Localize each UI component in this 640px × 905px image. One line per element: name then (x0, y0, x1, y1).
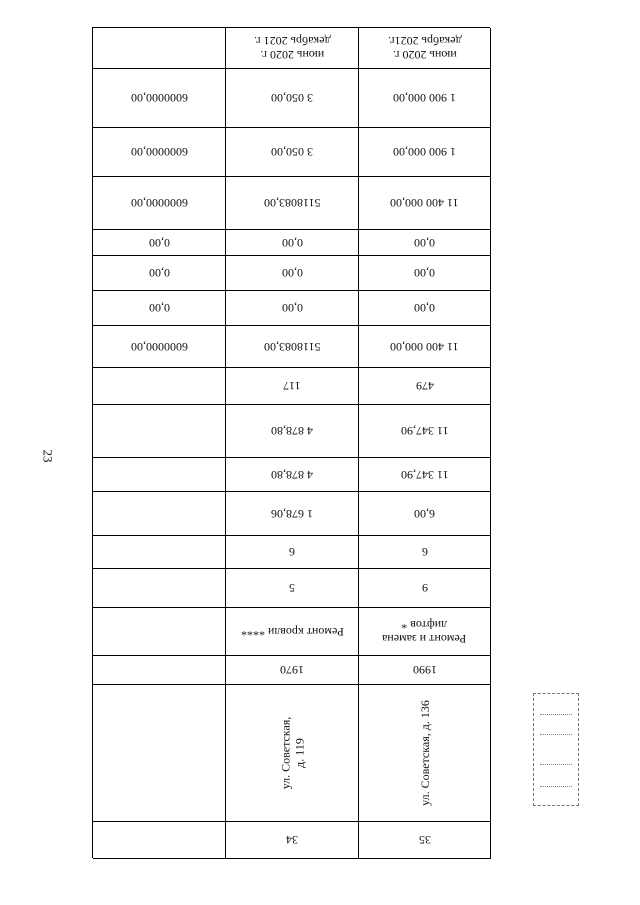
area-row-3-cell-3 (359, 492, 491, 536)
cost-row-2-cell-1 (93, 128, 226, 177)
header-row-text-3: июнь 2020 г. декабрь 2021г. (387, 34, 462, 62)
area-row-3-text-3: 6,00 (414, 506, 435, 521)
zero-row-1-text-2: 0,00 (281, 235, 303, 250)
total-cost-row-cell-2 (226, 177, 359, 230)
cost-row-2-text-3: 1 900 000,00 (393, 145, 456, 159)
header-row-cell-2 (226, 28, 359, 69)
total-cost-row-text-1: 6000000,00 (130, 196, 188, 210)
area-row-2-cell-3 (359, 458, 491, 492)
work-type-row-cell-1 (93, 608, 226, 656)
residents-row-cell-3 (359, 368, 491, 405)
total-cost-row-cell-1 (93, 177, 226, 230)
index-row-cell-1 (93, 822, 226, 859)
year-row-text-2: 1970 (280, 663, 304, 677)
year-row-cell-1 (93, 656, 226, 685)
zero-row-1-cell-3 (359, 230, 491, 256)
area-row-1-cell-1 (93, 405, 226, 458)
floors-row-cell-1 (93, 569, 226, 608)
entrances-row-text-2: 6 (289, 545, 295, 559)
year-row-text-3: 1990 (412, 663, 437, 677)
header-row-cell-3 (359, 28, 491, 69)
zero-row-1-cell-1 (93, 230, 226, 256)
area-row-1-text-3: 11 347,90 (400, 424, 449, 438)
floors-row-text-2: 5 (289, 581, 295, 595)
total-cost-row-text-2: 5118083,00 (263, 196, 321, 210)
work-type-row-cell-2 (226, 608, 359, 656)
zero-row-3-text-2: 0,00 (281, 301, 303, 315)
address-row-text-3: ул. Советская, д. 136 (417, 700, 432, 806)
cost-row-2-text-1: 6000000,00 (130, 145, 188, 159)
year-row-cell-2 (226, 656, 359, 685)
zero-row-2-text-1: 0,00 (148, 266, 170, 280)
cost-row-2-cell-3 (359, 128, 491, 177)
funding-row-cell-3 (359, 326, 491, 368)
cost-row-2-text-2: 3 050,00 (271, 145, 313, 159)
zero-row-1-text-3: 0,00 (414, 235, 435, 250)
zero-row-3-cell-1 (93, 291, 226, 326)
area-row-3-cell-2 (226, 492, 359, 536)
address-row-cell-1 (93, 685, 226, 822)
work-type-row-text-3: Ремонт и замена лифтов * (382, 617, 467, 646)
zero-row-2-text-3: 0,00 (414, 266, 435, 280)
funding-row-text-3: 11 400 000,00 (390, 339, 459, 354)
area-row-2-cell-1 (93, 458, 226, 492)
area-row-3-cell-1 (93, 492, 226, 536)
year-row-cell-3 (359, 656, 491, 685)
index-row-cell-3 (359, 822, 491, 859)
entrances-row-text-3: 6 (421, 545, 428, 559)
residents-row-cell-2 (226, 368, 359, 405)
floors-row-cell-3 (359, 569, 491, 608)
funding-row-text-2: 5118083,00 (263, 339, 321, 354)
header-row-cell-1 (93, 28, 226, 69)
funding-row-cell-1 (93, 326, 226, 368)
cost-row-1-cell-1 (93, 69, 226, 128)
entrances-row-cell-3 (359, 536, 491, 569)
residents-row-text-3: 479 (415, 379, 434, 393)
work-type-row-text-2: Ремонт кровли **** (240, 624, 344, 639)
header-row-text-2: июнь 2020 г. декабрь 2021 г. (253, 34, 331, 62)
zero-row-1-cell-2 (226, 230, 359, 256)
work-type-row-cell-3 (359, 608, 491, 656)
page-number (40, 446, 54, 466)
floors-row-cell-2 (226, 569, 359, 608)
address-row-cell-3 (359, 685, 491, 822)
entrances-row-cell-2 (226, 536, 359, 569)
residents-row-cell-1 (93, 368, 226, 405)
address-row-cell-2 (226, 685, 359, 822)
area-row-1-cell-2 (226, 405, 359, 458)
entrances-row-cell-1 (93, 536, 226, 569)
area-row-3-text-2: 1 678,06 (271, 506, 313, 521)
index-row-cell-2 (226, 822, 359, 859)
cost-row-1-cell-2 (226, 69, 359, 128)
area-row-2-text-2: 4 878,80 (271, 467, 313, 482)
area-row-1-text-2: 4 878,80 (271, 424, 313, 438)
zero-row-3-text-3: 0,00 (414, 301, 435, 315)
total-cost-row-cell-3 (359, 177, 491, 230)
zero-row-3-cell-3 (359, 291, 491, 326)
zero-row-1-text-1: 0,00 (148, 235, 170, 250)
index-row-text-2: 34 (286, 833, 298, 847)
cost-row-1-text-3: 1 900 000,00 (393, 91, 456, 105)
zero-row-3-text-1: 0,00 (148, 301, 170, 315)
funding-row-cell-2 (226, 326, 359, 368)
cost-row-1-text-1: 6000000,00 (130, 91, 188, 105)
address-row-text-2: ул. Советская, д. 119 (277, 716, 306, 790)
funding-row-text-1: 6000000,00 (130, 339, 188, 354)
registration-stamp (533, 693, 579, 806)
area-row-1-cell-3 (359, 405, 491, 458)
zero-row-2-text-2: 0,00 (281, 266, 303, 280)
cost-row-1-text-2: 3 050,00 (271, 91, 313, 105)
cost-row-2-cell-2 (226, 128, 359, 177)
floors-row-text-3: 9 (421, 581, 428, 595)
total-cost-row-text-3: 11 400 000,00 (390, 196, 459, 210)
zero-row-2-cell-3 (359, 256, 491, 291)
area-row-2-cell-2 (226, 458, 359, 492)
cost-row-1-cell-3 (359, 69, 491, 128)
zero-row-2-cell-1 (93, 256, 226, 291)
zero-row-3-cell-2 (226, 291, 359, 326)
area-row-2-text-3: 11 347,90 (400, 467, 449, 482)
page-number-text: 23 (40, 449, 55, 463)
data-table (92, 27, 490, 858)
index-row-text-3: 35 (418, 833, 431, 847)
zero-row-2-cell-2 (226, 256, 359, 291)
residents-row-text-2: 117 (283, 379, 301, 393)
